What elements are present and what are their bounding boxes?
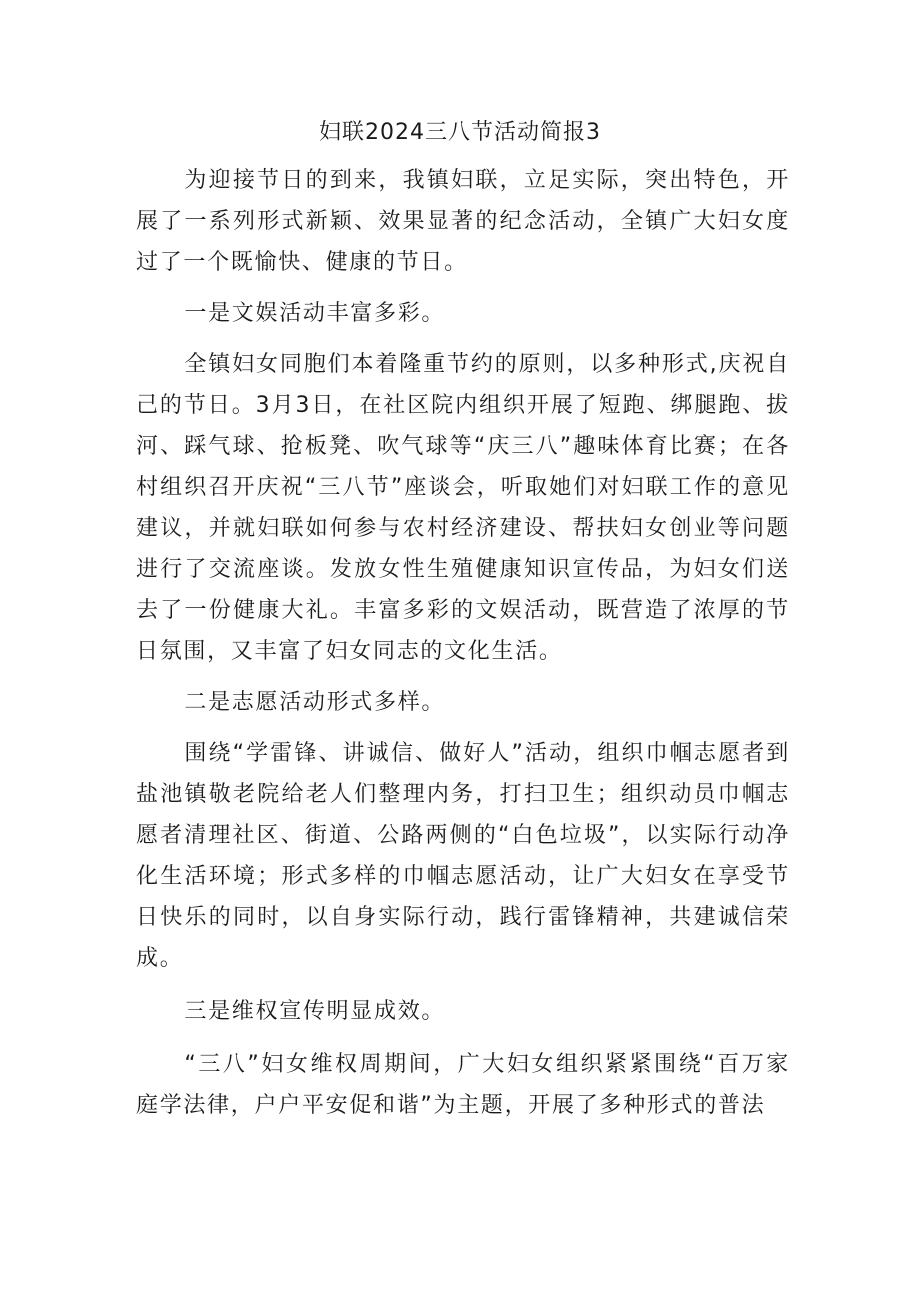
document-body bbox=[136, 160, 790, 1126]
paragraph-section-1: 全镇妇女同胞们本着隆重节约的原则，以多种形式,庆祝自己的节日。3月3日，在社区院内组织开展了短跑、绑腿跑、拔河、踩气球、抢板凳、吹气球等“庆三八”趣味体育比赛；在各村组织召开庆祝“三八节”座谈会，听取她们对妇联工作的意见建议，并就妇联如何参与农村经济建设、帮扶妇女创业等问题进行了交流座谈。发放女性生殖健康知识宣传品，为妇女们送去了一份健康大礼。丰富多彩的文娱活动，既营造了浓厚的节日氛围，又丰富了妇女同志的文化生活。 bbox=[136, 352, 790, 664]
section-heading-2: 二是志愿活动形式多样。 bbox=[184, 690, 446, 715]
paragraph-section-3: “三八”妇女维权周期间，广大妇女组织紧紧围绕“百万家庭学法律，户户平安促和谐”为主题，开展了多种形式的普法 bbox=[136, 1052, 790, 1118]
document-title: 妇联2024三八节活动简报3 bbox=[319, 120, 601, 145]
paragraph-section-2: 围绕“学雷锋、讲诚信、做好人”活动，组织巾帼志愿者到盐池镇敬老院给老人们整理内务，打扫卫生；组织动员巾帼志愿者清理社区、街道、公路两侧的“白色垃圾”，以实际行动净化生活环境；形式多样的巾帼志愿活动，让广大妇女在享受节日快乐的同时，以自身实际行动，践行雷锋精神，共建诚信荣成。 bbox=[136, 741, 790, 971]
paragraph-intro: 为迎接节日的到来，我镇妇联，立足实际，突出特色，开展了一系列形式新颖、效果显著的纪念活动，全镇广大妇女度过了一个既愉快、健康的节日。 bbox=[136, 168, 790, 275]
section-heading-1: 一是文娱活动丰富多彩。 bbox=[184, 301, 446, 326]
section-heading-3: 三是维权宣传明显成效。 bbox=[184, 999, 446, 1024]
